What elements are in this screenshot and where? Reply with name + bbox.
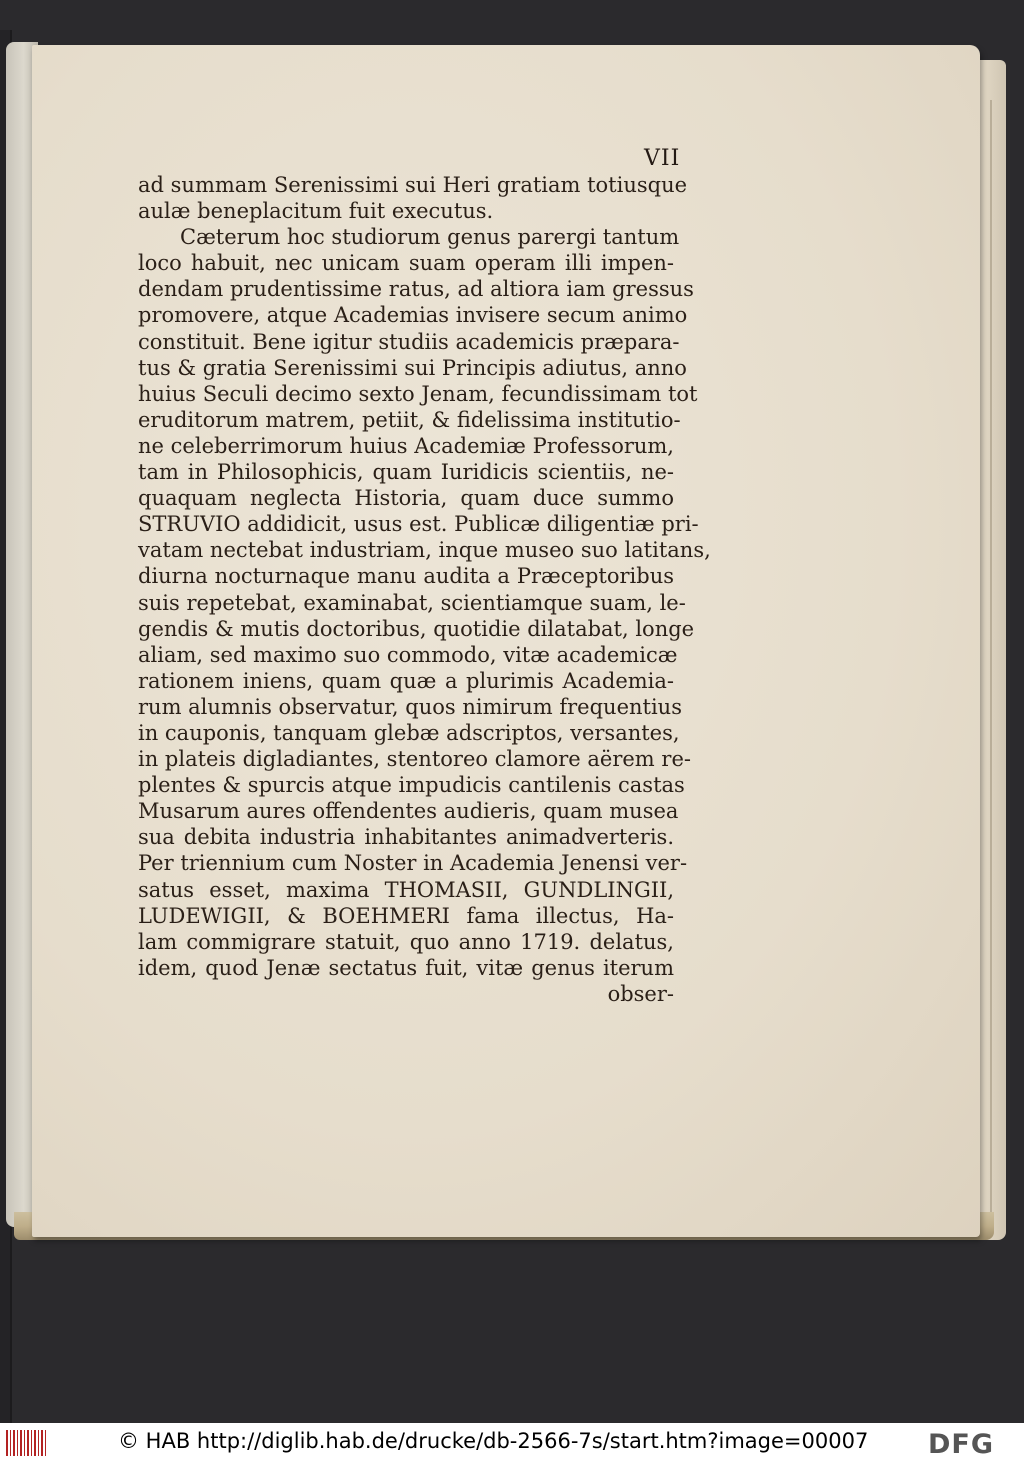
text-line: idem, quod Jenæ sectatus fuit, vitæ genus iterum: [138, 955, 674, 980]
text-line: LUDEWIGII, & BOEHMERI fama illectus, Ha-: [138, 903, 674, 928]
page-number: VII: [644, 146, 681, 171]
page-text: [138, 172, 711, 1007]
text-line: eruditorum matrem, petiit, & fidelissima institutio-: [138, 407, 681, 432]
text-line: quaquam neglecta Historia, quam duce summo: [138, 486, 674, 511]
text-line: loco habuit, nec unicam suam operam illi impen-: [138, 251, 674, 276]
text-line: Musarum aures offendentes audieris, quam musea: [138, 799, 679, 824]
text-line: rationem iniens, quam quæ a plurimis Academia-: [138, 668, 674, 693]
text-line: ad summam Serenissimi sui Heri gratiam totiusque: [138, 173, 688, 197]
text-line: vatam nectebat industriam, inque museo suo latitans,: [138, 538, 711, 563]
text-line: aliam, sed maximo suo commodo, vitæ academicæ: [138, 642, 678, 667]
text-line: constituit. Bene igitur studiis academicis præpara-: [138, 329, 680, 354]
text-line: gendis & mutis doctoribus, quotidie dilatabat, longe: [138, 616, 695, 641]
barcode-icon: [6, 1430, 46, 1456]
text-line: dendam prudentissime ratus, ad altiora iam gressus: [138, 277, 694, 302]
text-line: satus esset, maxima THOMASII, GUNDLINGII,: [138, 877, 674, 902]
text-line: in cauponis, tanquam glebæ adscriptos, versantes,: [138, 720, 680, 745]
text-line: tus & gratia Serenissimi sui Principis adiutus, anno: [138, 355, 687, 380]
text-line: ne celeberrimorum huius Academiæ Professorum,: [138, 433, 674, 458]
text-line: suis repetebat, examinabat, scientiamque suam, le-: [138, 590, 686, 615]
citation-link[interactable]: © HAB http://diglib.hab.de/drucke/db-2566-7s/start.htm?image=00007: [118, 1429, 869, 1453]
dfg-logo: DFG: [928, 1429, 995, 1460]
text-line: promovere, atque Academias invisere secum animo: [138, 303, 688, 328]
text-line: aulæ beneplacitum fuit executus.: [138, 199, 494, 224]
text-line: diurna nocturnaque manu audita a Præceptoribus: [138, 564, 674, 589]
text-line: lam commigrare statuit, quo anno 1719. delatus,: [138, 929, 674, 954]
footer-bar: [0, 1423, 1024, 1463]
text-line: STRUVIO addidicit, usus est. Publicæ diligentiæ pri-: [138, 512, 699, 537]
text-line: tam in Philosophicis, quam Iuridicis scientiis, ne-: [138, 460, 674, 485]
text-line: Per triennium cum Noster in Academia Jenensi ver-: [138, 851, 688, 876]
text-line: in plateis digladiantes, stentoreo clamore aërem re-: [138, 747, 691, 772]
text-line: plentes & spurcis atque impudicis cantilenis castas: [138, 773, 685, 798]
catchword: obser-: [607, 981, 674, 1006]
text-line: Cæterum hoc studiorum genus parergi tantum: [180, 225, 680, 250]
text-line: huius Seculi decimo sexto Jenam, fecundissimam tot: [138, 381, 698, 406]
text-line: sua debita industria inhabitantes animadverteris.: [138, 825, 674, 850]
text-line: rum alumnis observatur, quos nimirum frequentius: [138, 694, 682, 719]
